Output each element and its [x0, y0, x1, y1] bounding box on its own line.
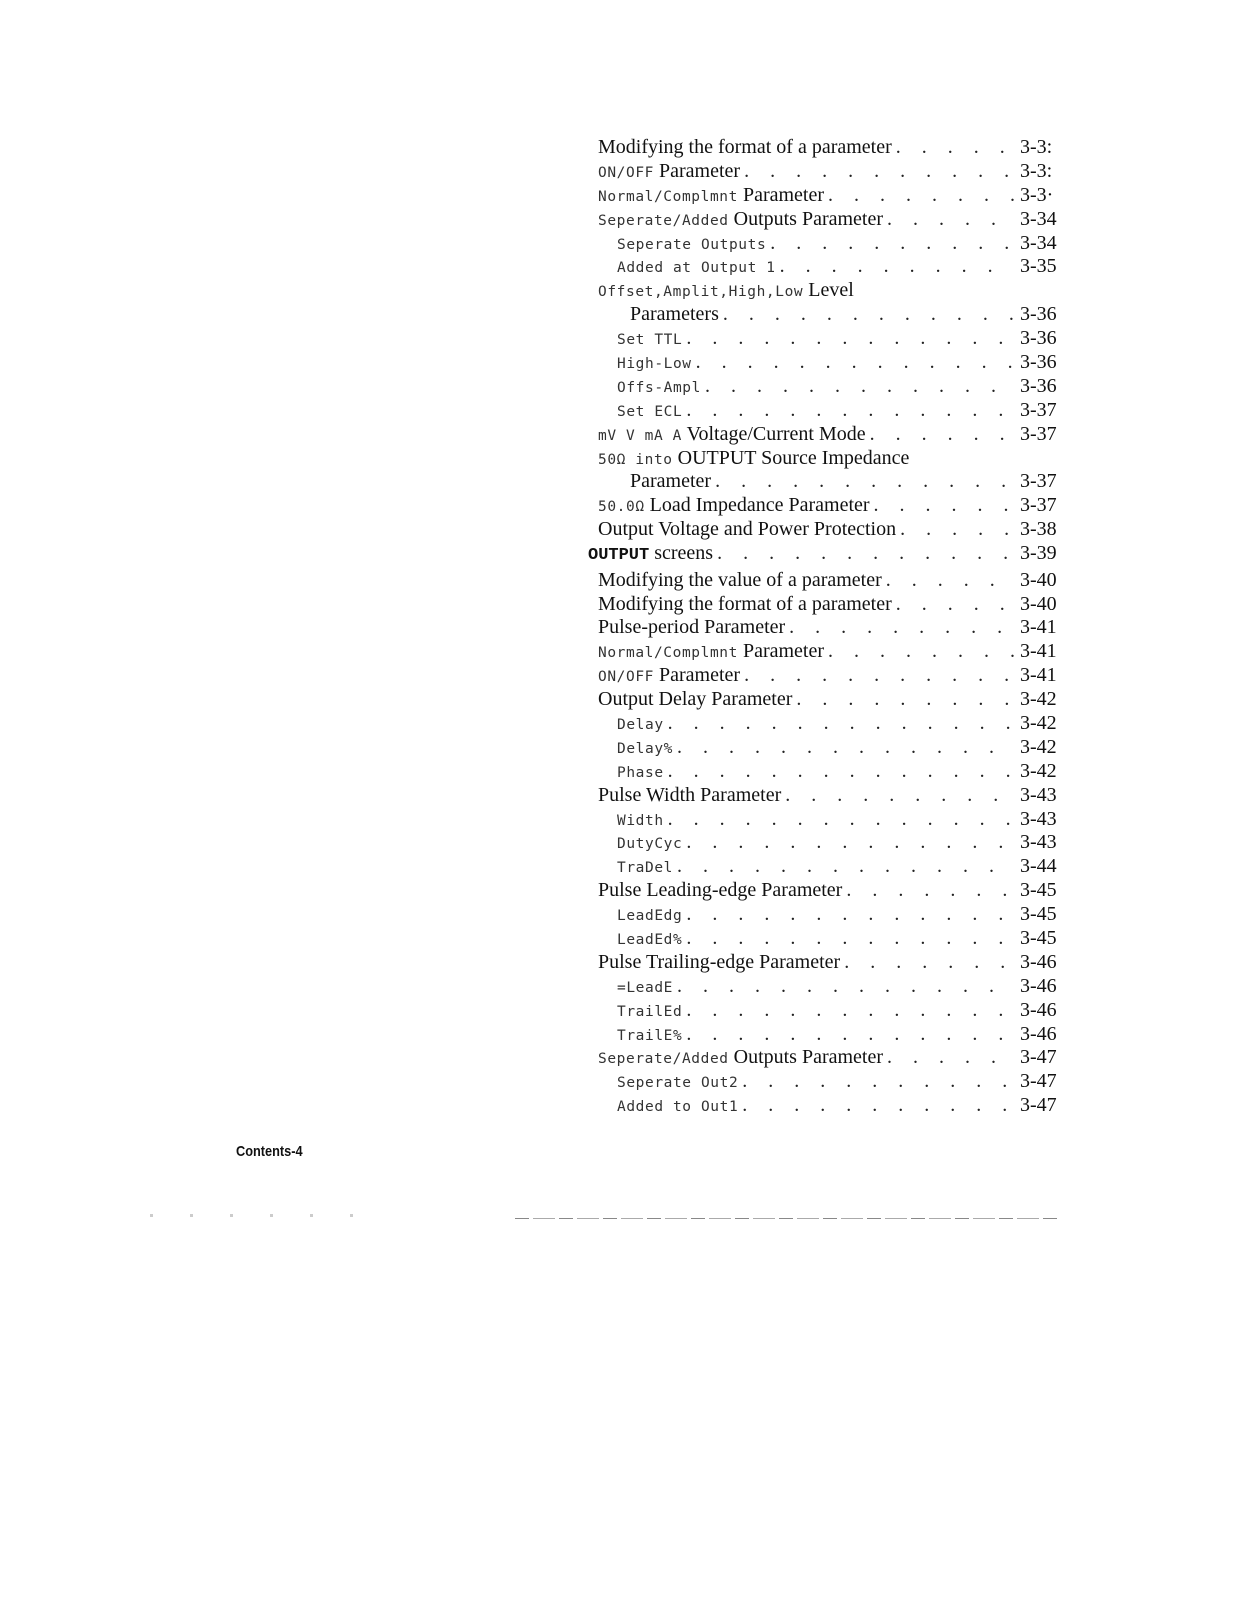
toc-page-number: 3-3: [1020, 159, 1053, 182]
toc-entry-text: OUTPUT Source Impedance [672, 446, 910, 469]
toc-entry [588, 542, 1080, 569]
toc-page-number: 3-37 [1020, 422, 1057, 445]
toc-page-number: 3-3· [1020, 183, 1054, 206]
toc-entry-title [598, 1046, 883, 1071]
toc-entry-keyword: TrailE% [617, 1027, 683, 1044]
toc-entry-title [598, 640, 824, 665]
toc-entry-line [588, 855, 1080, 880]
toc-leader-dots [846, 879, 1014, 902]
toc-entry-title [598, 160, 740, 185]
toc-entry-keyword: Normal/Complmnt [598, 645, 738, 662]
toc-entry-line [588, 375, 1080, 400]
toc-entry-keyword: Width [617, 812, 664, 829]
toc-page-number: 3-37 [1020, 398, 1057, 421]
toc-entry-title [617, 327, 682, 352]
scan-artifact [150, 1214, 370, 1217]
toc-entry-line [588, 951, 1080, 974]
toc-entry [588, 903, 1080, 927]
toc-entry-title [630, 470, 711, 493]
toc-entry-text: Pulse Leading-edge Parameter [598, 879, 843, 902]
toc-leader-dots [770, 232, 1014, 255]
toc-entry-title [617, 927, 682, 952]
toc-leader-dots [780, 255, 1014, 278]
toc-entry-line [588, 1046, 1080, 1071]
toc-page-number: 3-46 [1020, 950, 1057, 973]
toc-entry-keyword: 50Ω into [598, 451, 673, 468]
toc-leader-dots [723, 303, 1014, 326]
toc-entry-text: screens [649, 542, 714, 565]
toc-entry-title [598, 423, 866, 448]
toc-entry-title [617, 855, 673, 880]
toc-entry-title [617, 999, 682, 1024]
toc-page-number: 3-34 [1020, 207, 1057, 230]
toc-entry-keyword: Set TTL [617, 332, 683, 349]
page-footer-label: Contents-4 [236, 1143, 303, 1160]
toc-entry [588, 494, 1080, 518]
toc-entry-text: Voltage/Current Mode [681, 422, 866, 445]
toc-entry [588, 1046, 1080, 1070]
toc-page-number: 3-47 [1020, 1046, 1057, 1069]
toc-page-number: 3-36 [1020, 351, 1057, 374]
toc-entry-line [588, 640, 1080, 665]
toc-entry-keyword: TrailEd [617, 1003, 683, 1020]
toc-entry-line [588, 616, 1080, 639]
toc-entry-title [598, 494, 870, 519]
toc-leader-dots [744, 664, 1014, 687]
toc-entry-title [617, 831, 682, 856]
toc-page-number: 3-44 [1020, 855, 1057, 878]
toc-entry-keyword: ON/OFF [598, 164, 654, 181]
toc-entry [588, 303, 1080, 327]
toc-entry-text: Pulse Width Parameter [598, 783, 782, 806]
toc-entry [588, 951, 1080, 975]
toc-leader-dots [742, 1094, 1014, 1117]
toc-entry [588, 879, 1080, 903]
toc-entry-keyword: Seperate Out2 [617, 1075, 739, 1092]
toc-page-number: 3-46 [1020, 974, 1057, 997]
toc-entry-text: Parameter [653, 159, 741, 182]
toc-page-number: 3-43 [1020, 807, 1057, 830]
toc-page-number: 3-35 [1020, 255, 1057, 278]
toc-entry-keyword: 50.0Ω [598, 499, 645, 516]
toc-entry [588, 736, 1080, 760]
toc-entry-title [598, 616, 785, 639]
toc-leader-dots [785, 784, 1014, 807]
toc-entry [588, 327, 1080, 351]
toc-entry-text: Outputs Parameter [728, 1046, 884, 1069]
toc-entry-keyword: LeadEdg [617, 908, 683, 925]
toc-entry-title [617, 232, 766, 257]
toc-entry-text: Modifying the value of a parameter [598, 568, 882, 591]
toc-entry-keyword: Added to Out1 [617, 1099, 739, 1116]
toc-page-number: 3-40 [1020, 568, 1057, 591]
toc-entry-title [598, 593, 892, 616]
toc-leader-dots [896, 593, 1014, 616]
toc-leader-dots [696, 351, 1014, 374]
toc-entry-text: Modifying the format of a parameter [598, 592, 892, 615]
toc-entry-title [598, 569, 882, 592]
toc-page-number: 3-3: [1020, 136, 1053, 158]
toc-page-number: 3-47 [1020, 1070, 1057, 1093]
toc-entry-line [588, 232, 1080, 257]
toc-entry-title [598, 279, 854, 304]
toc-entry-line [588, 423, 1080, 448]
toc-entry-keyword: Offset,Amplit,High,Low [598, 284, 804, 301]
toc-entry [588, 1023, 1080, 1047]
toc-leader-dots [744, 160, 1014, 183]
toc-entry-title [630, 303, 719, 326]
toc-leader-dots [887, 1046, 1014, 1069]
toc-entry [588, 784, 1080, 808]
toc-entry-title [598, 688, 792, 711]
toc-entry-line [588, 303, 1080, 326]
toc-entry-line [588, 1023, 1080, 1048]
toc-entry-text: Output Voltage and Power Protection [598, 518, 897, 541]
toc-entry-title [617, 903, 682, 928]
toc-entry-keyword: mV V mA A [598, 427, 682, 444]
toc-page-number: 3-42 [1020, 688, 1057, 711]
table-of-contents [588, 136, 1080, 1118]
toc-entry-text: Parameter [630, 470, 712, 493]
toc-entry-line [588, 808, 1080, 833]
toc-page-number: 3-36 [1020, 327, 1057, 350]
toc-entry-line [588, 351, 1080, 376]
toc-leader-dots [874, 494, 1014, 517]
toc-entry-title [598, 208, 883, 233]
toc-leader-dots [705, 375, 1014, 398]
toc-entry-line [588, 1070, 1080, 1095]
toc-entry-title [617, 975, 673, 1000]
toc-entry-title [598, 879, 842, 902]
toc-entry [588, 1070, 1080, 1094]
toc-entry-line [588, 208, 1080, 233]
toc-entry-line [588, 160, 1080, 185]
toc-entry-text: Modifying the format of a parameter [598, 136, 892, 158]
toc-leader-dots [717, 542, 1014, 565]
toc-entry-line [588, 784, 1080, 807]
toc-entry-line [588, 279, 1080, 304]
toc-leader-dots [886, 569, 1014, 592]
toc-entry [588, 351, 1080, 375]
toc-entry-text: Pulse-period Parameter [598, 616, 786, 639]
toc-entry-text: Pulse Trailing-edge Parameter [598, 950, 841, 973]
toc-entry-line [588, 184, 1080, 209]
toc-entry [588, 232, 1080, 256]
toc-entry-line [588, 879, 1080, 902]
toc-entry [588, 569, 1080, 593]
toc-entry-keyword: Added at Output 1 [617, 260, 776, 277]
toc-entry-title [617, 760, 664, 785]
toc-entry-line [588, 447, 1080, 472]
toc-entry-line [588, 688, 1080, 711]
toc-entry-text: Outputs Parameter [728, 207, 884, 230]
toc-entry [588, 664, 1080, 688]
toc-page-number: 3-39 [1020, 542, 1057, 565]
toc-page-number: 3-38 [1020, 518, 1057, 541]
toc-entry-keyword: Delay% [617, 740, 673, 757]
toc-page-number: 3-42 [1020, 735, 1057, 758]
toc-entry-line [588, 569, 1080, 592]
toc-page-number: 3-34 [1020, 231, 1057, 254]
toc-page-number: 3-45 [1020, 927, 1057, 949]
toc-entry-title [598, 447, 909, 472]
toc-leader-dots [887, 208, 1014, 231]
toc-entry-keyword: LeadEd% [617, 932, 683, 948]
toc-page-number: 3-41 [1020, 616, 1057, 639]
toc-entry-title [617, 712, 664, 737]
toc-entry [588, 999, 1080, 1023]
toc-entry [588, 760, 1080, 784]
toc-leader-dots [686, 999, 1014, 1022]
toc-leader-dots [828, 640, 1014, 663]
toc-entry-title [598, 951, 840, 974]
toc-entry-line [588, 736, 1080, 761]
toc-entry-keyword: Delay [617, 716, 664, 733]
toc-entry-keyword: Seperate/Added [598, 212, 729, 229]
toc-leader-dots [789, 616, 1014, 639]
toc-leader-dots [686, 399, 1014, 422]
toc-entry-line [588, 470, 1080, 493]
toc-page-number: 3-42 [1020, 759, 1057, 782]
toc-entry [588, 518, 1080, 542]
toc-entry-keyword: OUTPUT [588, 546, 650, 566]
toc-entry-title [598, 784, 781, 807]
toc-entry-title [617, 736, 673, 761]
toc-leader-dots [870, 423, 1014, 446]
toc-entry [588, 184, 1080, 208]
toc-page-number: 3-47 [1020, 1094, 1057, 1117]
toc-leader-dots [686, 1023, 1014, 1046]
toc-leader-dots [677, 736, 1014, 759]
toc-entry [588, 640, 1080, 664]
toc-entry [588, 136, 1080, 160]
toc-entry-text: Load Impedance Parameter [644, 494, 870, 517]
toc-leader-dots [844, 951, 1014, 974]
toc-entry [588, 423, 1080, 447]
toc-entry-line [588, 1094, 1080, 1119]
toc-entry-line [588, 999, 1080, 1024]
toc-leader-dots [686, 903, 1014, 926]
toc-entry-title [617, 808, 664, 833]
toc-entry-line [588, 494, 1080, 519]
toc-entry-title [617, 399, 682, 424]
toc-leader-dots [900, 518, 1014, 541]
toc-entry [588, 855, 1080, 879]
toc-entry-title [617, 1070, 738, 1095]
toc-entry [588, 255, 1080, 279]
toc-entry-keyword: TraDel [617, 860, 673, 877]
toc-entry [588, 375, 1080, 399]
toc-entry-keyword: High-Low [617, 356, 692, 373]
toc-leader-dots [677, 855, 1014, 878]
toc-entry-title [617, 375, 701, 400]
toc-leader-dots [742, 1070, 1014, 1093]
toc-page-number: 3-43 [1020, 831, 1057, 854]
toc-entry-line [588, 712, 1080, 737]
toc-entry-keyword: Seperate Outputs [617, 236, 767, 253]
toc-page-number: 3-41 [1020, 664, 1057, 687]
toc-entry-text: Level [803, 279, 854, 302]
toc-entry-line [588, 542, 1080, 567]
toc-entry-line [588, 327, 1080, 352]
toc-entry-title [617, 1094, 738, 1119]
toc-entry-text: Parameters [630, 303, 719, 326]
toc-entry-text: Parameter [737, 640, 825, 663]
toc-entry-line [588, 831, 1080, 856]
toc-entry [588, 160, 1080, 184]
toc-leader-dots [896, 136, 1014, 159]
toc-entry-title [588, 542, 713, 567]
toc-leader-dots [686, 831, 1014, 854]
toc-entry [588, 831, 1080, 855]
toc-entry-line [588, 760, 1080, 785]
toc-page-number: 3-46 [1020, 1022, 1057, 1045]
toc-entry [588, 927, 1080, 951]
toc-page-number: 3-43 [1020, 783, 1057, 806]
toc-leader-dots [668, 712, 1014, 735]
toc-entry-title [598, 664, 740, 689]
toc-entry-line [588, 518, 1080, 541]
toc-entry-keyword: Seperate/Added [598, 1051, 729, 1068]
toc-page-number: 3-37 [1020, 470, 1057, 493]
toc-entry [588, 208, 1080, 232]
toc-leader-dots [715, 470, 1014, 493]
toc-entry-title [598, 518, 896, 541]
toc-leader-dots [668, 808, 1014, 831]
toc-entry-keyword: Phase [617, 764, 664, 781]
toc-page-number: 3-37 [1020, 494, 1057, 517]
toc-leader-dots [686, 927, 1014, 950]
toc-entry [588, 470, 1080, 494]
toc-page-number: 3-46 [1020, 998, 1057, 1021]
toc-leader-dots [677, 975, 1014, 998]
toc-entry-keyword: Offs-Ampl [617, 379, 701, 396]
toc-entry [588, 712, 1080, 736]
page-bottom-rule [515, 1218, 1061, 1219]
toc-page-number: 3-45 [1020, 903, 1057, 926]
toc-leader-dots [828, 184, 1014, 207]
toc-entry [588, 975, 1080, 999]
toc-entry-text: Parameter [653, 664, 741, 687]
toc-entry [588, 593, 1080, 617]
toc-entry-line [588, 664, 1080, 689]
toc-entry-keyword: Normal/Complmnt [598, 188, 738, 205]
toc-leader-dots [796, 688, 1014, 711]
toc-entry-keyword: ON/OFF [598, 669, 654, 686]
toc-entry-line [588, 136, 1080, 159]
toc-entry-keyword: Set ECL [617, 403, 683, 420]
toc-entry-line [588, 399, 1080, 424]
toc-leader-dots [668, 760, 1014, 783]
toc-entry [588, 808, 1080, 832]
toc-page-number: 3-45 [1020, 879, 1057, 902]
toc-entry-title [617, 1023, 682, 1048]
toc-page-number: 3-42 [1020, 711, 1057, 734]
toc-entry-line [588, 903, 1080, 928]
toc-entry [588, 616, 1080, 640]
toc-entry [588, 399, 1080, 423]
toc-entry-title [598, 136, 892, 159]
toc-entry-text: Output Delay Parameter [598, 688, 793, 711]
toc-entry-title [617, 351, 692, 376]
toc-entry-line [588, 255, 1080, 280]
toc-entry-line [588, 593, 1080, 616]
toc-page-number: 3-36 [1020, 303, 1057, 326]
toc-page-number: 3-40 [1020, 592, 1057, 615]
toc-entry [588, 1094, 1080, 1118]
toc-entry-line [588, 975, 1080, 1000]
toc-entry [588, 279, 1080, 303]
toc-entry-title [598, 184, 824, 209]
toc-entry-keyword: =LeadE [617, 979, 673, 996]
toc-entry-title [617, 255, 776, 280]
toc-entry-text: Parameter [737, 183, 825, 206]
toc-entry-keyword: DutyCyc [617, 836, 683, 853]
toc-leader-dots [686, 327, 1014, 350]
toc-entry [588, 688, 1080, 712]
toc-entry [588, 447, 1080, 471]
toc-page-number: 3-41 [1020, 640, 1057, 663]
toc-entry-line [588, 927, 1080, 952]
toc-page-number: 3-36 [1020, 374, 1057, 397]
